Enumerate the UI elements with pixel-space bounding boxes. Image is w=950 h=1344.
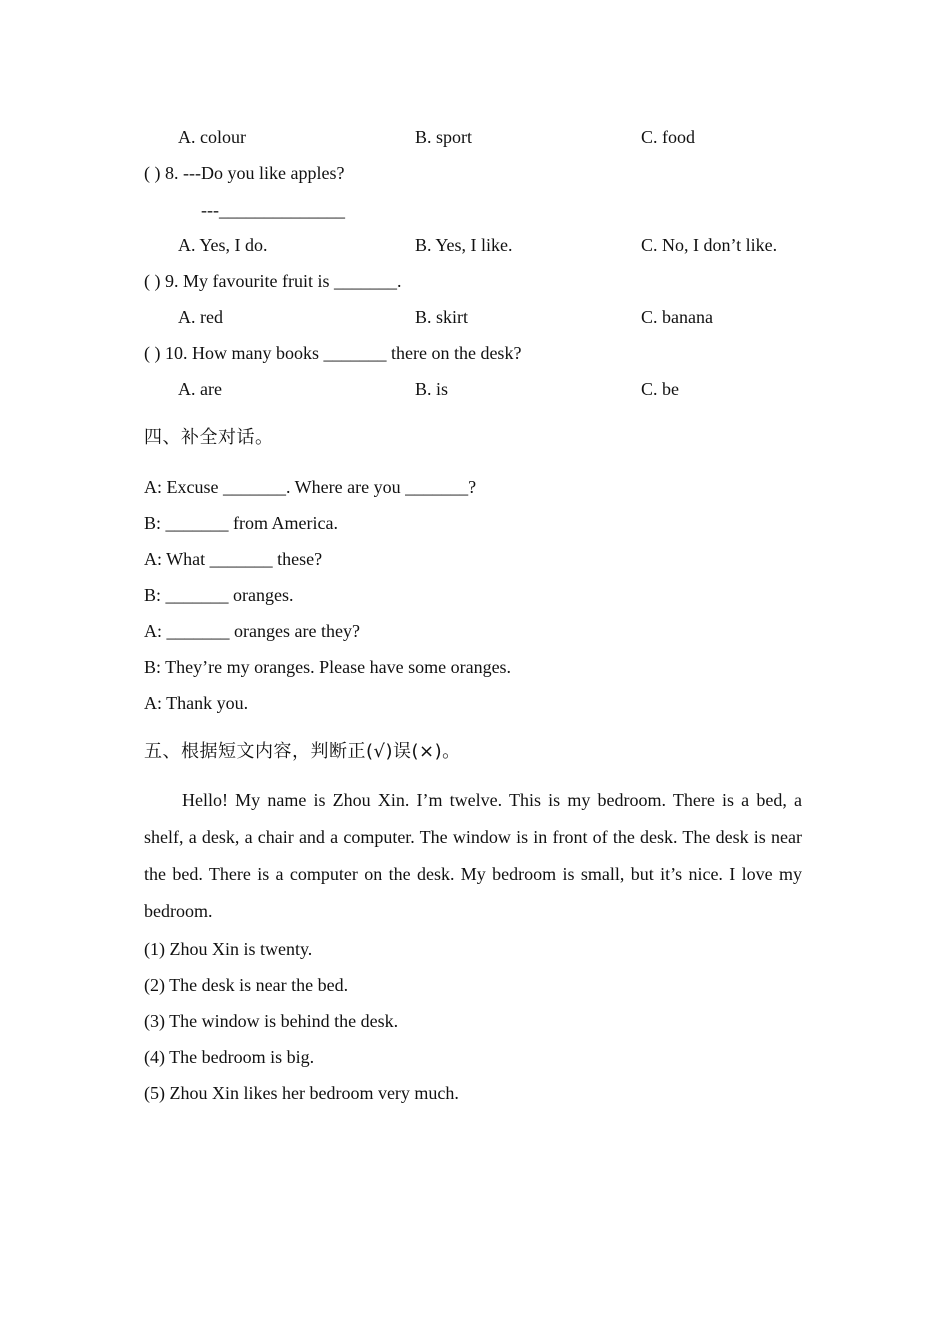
q7-option-c: C. food (641, 127, 695, 147)
dialogue-line-7: A: Thank you. (144, 693, 249, 713)
q8-question: ( ) 8. ---Do you like apples? (144, 163, 345, 183)
q7-option-b: B. sport (415, 127, 473, 147)
statement-3: (3) The window is behind the desk. (144, 1011, 399, 1031)
q9-option-a: A. red (178, 307, 223, 327)
statement-1: (1) Zhou Xin is twenty. (144, 939, 313, 959)
dialogue-line-1: A: Excuse _______. Where are you _______? (144, 477, 477, 497)
section-5-heading: 五、根据短文内容，判断正(√)误(×)。 (144, 741, 461, 762)
dialogue-line-2: B: _______ from America. (144, 513, 338, 533)
dialogue-line-6: B: They’re my oranges. Please have some oranges. (144, 657, 512, 677)
q10-question: ( ) 10. How many books _______ there on the desk? (144, 343, 522, 363)
q10-option-c: C. be (641, 379, 679, 399)
q9-option-c: C. banana (641, 307, 713, 327)
q8-option-b: B. Yes, I like. (415, 235, 513, 255)
dialogue-line-5: A: _______ oranges are they? (144, 621, 360, 641)
statement-2: (2) The desk is near the bed. (144, 975, 349, 995)
q9-option-b: B. skirt (415, 307, 469, 327)
statement-4: (4) The bedroom is big. (144, 1047, 315, 1067)
q8-option-c: C. No, I don’t like. (641, 235, 778, 255)
q8-answer-line: ---______________ (201, 200, 345, 220)
dialogue-line-4: B: _______ oranges. (144, 585, 294, 605)
q9-question: ( ) 9. My favourite fruit is _______. (144, 271, 402, 291)
q10-option-a: A. are (178, 379, 222, 399)
q8-option-a: A. Yes, I do. (178, 235, 268, 255)
q10-option-b: B. is (415, 379, 449, 399)
section-4-heading: 四、补全对话。 (144, 427, 274, 448)
q7-option-a: A. colour (178, 127, 246, 147)
dialogue-line-3: A: What _______ these? (144, 549, 323, 569)
reading-passage: Hello! My name is Zhou Xin. I’m twelve. This is my bedroom. There is a bed, a shelf, a desk, a chair and a computer. The window is in front of the desk. The desk is near the bed. There is a computer on the desk. My bedroom is small, but it’s nice. I love my bedroom. (144, 790, 802, 921)
statement-5: (5) Zhou Xin likes her bedroom very much. (144, 1083, 459, 1103)
